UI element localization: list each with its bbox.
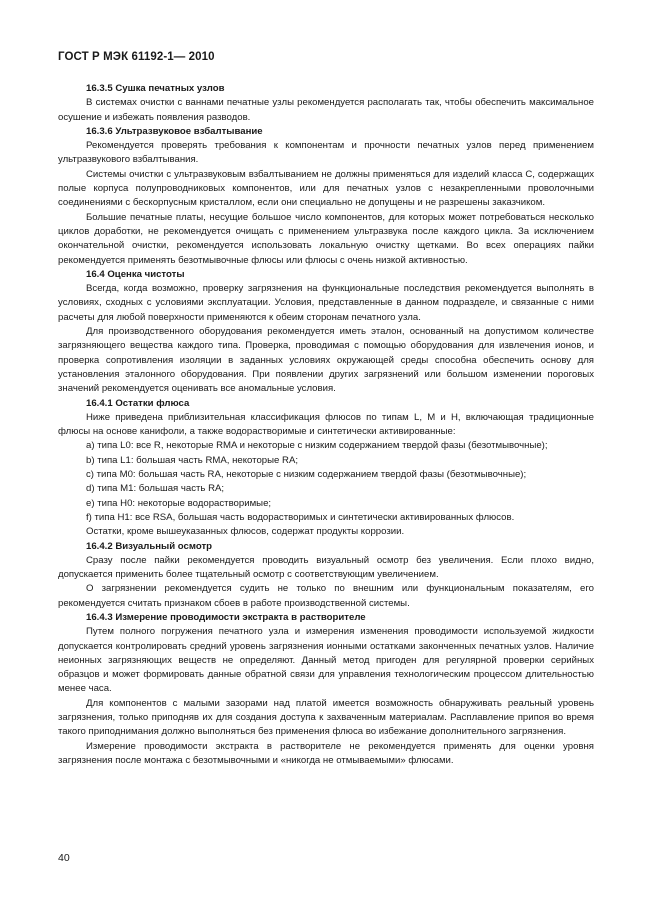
body-paragraph: Для компонентов с малыми зазорами над платой имеется возможность обнаруживать реальный уровень загрязнения, только приподняв их для создания доступа к захваченным материалам. Расплавление припоя во время такого приподнимания должно выполняться без применения флюса во избежание дополнительного загрязнения. [58,697,594,738]
body-paragraph: Ниже приведена приблизительная классификация флюсов по типам L, М и Н, включающая традиционные флюсы на основе канифоли, а также водорастворимые и синтетически активированные: [58,411,594,438]
body-paragraph: Путем полного погружения печатного узла и измерения изменения проводимости используемой жидкости допускается контролировать средний уровень загрязнения ионными остатками законченных печатных узлов. Наличие неионных загрязняющих веществ не определяют. Данный метод пригоден для регулярной проверки серийных образцов и может формировать данные обратной связи для управления технологическим процессом длительностью менее часа. [58,626,594,695]
body-paragraph: Рекомендуется проверять требования к компонентам и прочности печатных узлов перед применением ультразвукового взбалтывания. [58,140,594,166]
body-paragraph: d) типа М1: большая часть RA; [86,483,225,495]
body-paragraph: Сразу после пайки рекомендуется проводить визуальный осмотр без увеличения. Если плохо видно, допускается применить более тщательный осмотр с соответствующим увеличением. [58,554,594,581]
body-paragraph: Всегда, когда возможно, проверку загрязнения на функциональные последствия рекомендуется выполнять в условиях, сходных с условиями эксплуатации. Условия, представленные в данном подразделе, и связанные с ними расчеты для любой поверхности применяются к обеим сторонам печатного узла. [58,283,594,323]
body-paragraph: c) типа М0: большая часть RA, некоторые с низким содержанием твердой фазы (безотмывочные); [86,469,527,481]
document-code: ГОСТ Р МЭК 61192-1— 2010 [58,51,215,63]
body-paragraph: В системах очистки с ваннами печатные узлы рекомендуется располагать так, чтобы обеспечить максимальное осушение и избежать появления разводов. [58,97,594,123]
section-heading: 16.4 Оценка чистоты [86,268,185,280]
body-paragraph: Измерение проводимости экстракта в растворителе не рекомендуется применять для оценки уровня загрязнения после монтажа с безотмывочными и «никогда не отмываемыми» флюсами. [58,740,594,766]
document-body [58,82,594,768]
section-heading: 16.3.6 Ультразвуковое взбалтывание [86,125,263,137]
body-paragraph: Системы очистки с ультразвуковым взбалтыванием не должны применяться для изделий класса С, содержащих полые корпуса полупроводниковых компонентов, или для печатных узлов с незакрепленными проволочными соединениями с бескорпусным кристаллом, если они специально не допущены и не разрешены заказчиком. [58,168,594,209]
section-heading: 16.4.3 Измерение проводимости экстракта в растворителе [86,611,366,623]
body-paragraph: e) типа Н0: некоторые водорастворимые; [86,497,272,509]
page-number: 40 [58,852,70,864]
section-heading: 16.3.5 Сушка печатных узлов [86,83,225,94]
body-paragraph: f) типа Н1: все RSA, большая часть водорастворимых и синтетически активированных флюсов. [86,511,515,523]
section-heading: 16.4.2 Визуальный осмотр [86,540,213,552]
body-paragraph: Остатки, кроме вышеуказанных флюсов, содержат продукты коррозии. [86,526,405,538]
body-paragraph: О загрязнении рекомендуется судить не только по внешним или функциональным показателям, его рекомендуется считать признаком сбоев в работе производственной системы. [58,583,594,609]
body-paragraph: а) типа L0: все R, некоторые RMA и некоторые с низким содержанием твердой фазы (безотмывочные); [86,440,548,452]
section-heading: 16.4.1 Остатки флюса [86,397,190,409]
body-paragraph: b) типа L1: большая часть RMA, некоторые RA; [86,454,299,466]
body-paragraph: Большие печатные платы, несущие большое число компонентов, для которых может потребоваться несколько циклов доработки, не рекомендуется очищать с применением ультразвука после каждого цикла. За исключением окончательной очистки, рекомендуется использовать локальную очистку щетками. Во всех операциях пайки рекомендуется применять безотмывочные флюсы или флюсы с очень низкой активностью. [58,211,594,266]
body-paragraph: Для производственного оборудования рекомендуется иметь эталон, основанный на допустимом количестве загрязняющего вещества каждого типа. Проверка, проводимая с помощью оборудования для извлечения ионов, и проверка сопротивления изоляции в заданных условиях окружающей среды способна обеспечить основу для установления эталонного оборудования. При появлении других загрязнений или большом изменении пороговых значений рекомендуется оценивать все аномальные условия. [58,326,594,395]
